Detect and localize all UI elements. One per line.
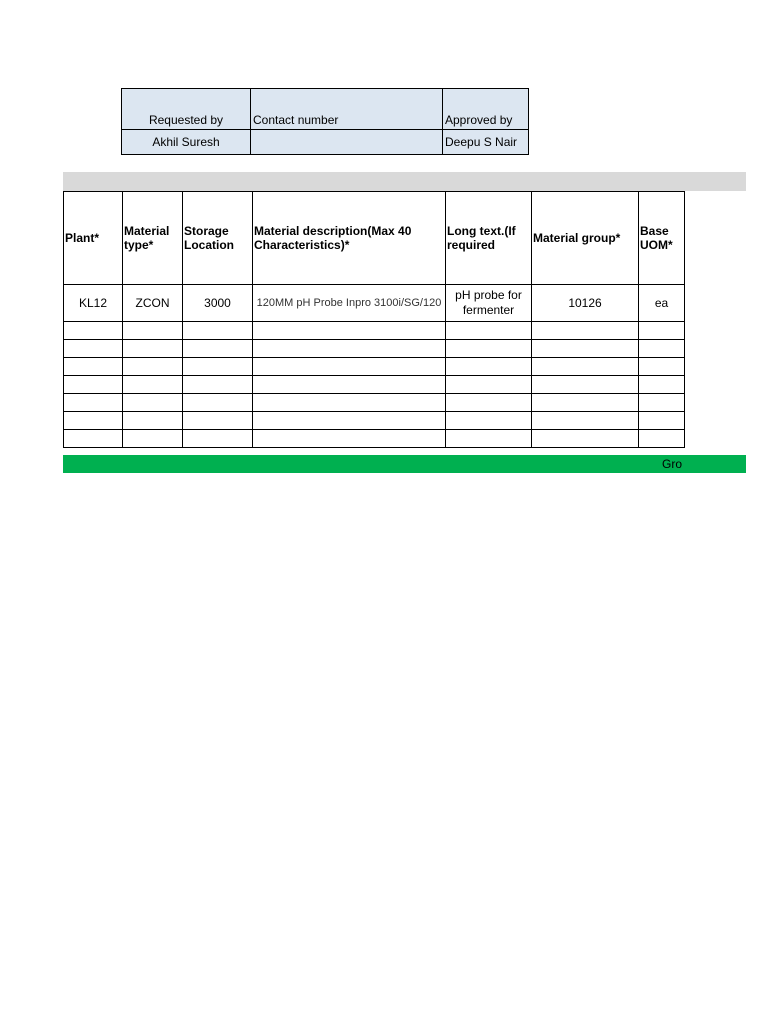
cell-material-type: ZCON (123, 285, 183, 322)
approved-by-header: Approved by (443, 89, 529, 130)
cell-base-uom: ea (639, 285, 685, 322)
empty-cell (64, 340, 123, 358)
empty-cell (446, 430, 532, 448)
empty-cell (183, 412, 253, 430)
empty-cell (253, 412, 446, 430)
col-header-material-group: Material group* (532, 192, 639, 285)
empty-cell (64, 430, 123, 448)
empty-cell (64, 394, 123, 412)
cell-material-description: 120MM pH Probe Inpro 3100i/SG/120 (253, 285, 446, 322)
empty-cell (253, 430, 446, 448)
gray-separator-band (63, 172, 746, 191)
empty-cell (183, 340, 253, 358)
empty-cell (532, 322, 639, 340)
empty-cell (253, 340, 446, 358)
empty-cell (532, 376, 639, 394)
empty-rows (64, 322, 685, 448)
empty-cell (183, 430, 253, 448)
empty-cell (446, 358, 532, 376)
table-row (64, 340, 685, 358)
col-header-plant: Plant* (64, 192, 123, 285)
empty-cell (64, 412, 123, 430)
material-table (63, 191, 685, 448)
empty-cell (123, 412, 183, 430)
empty-cell (253, 394, 446, 412)
table-row (64, 430, 685, 448)
col-header-long-text: Long text.(If required (446, 192, 532, 285)
cell-storage-location: 3000 (183, 285, 253, 322)
empty-cell (446, 394, 532, 412)
green-footer-band (63, 455, 746, 473)
table-row (64, 376, 685, 394)
empty-cell (639, 394, 685, 412)
material-header-row (64, 192, 685, 285)
empty-cell (639, 412, 685, 430)
empty-cell (446, 322, 532, 340)
empty-cell (64, 376, 123, 394)
approved-by-value: Deepu S Nair (443, 130, 529, 155)
empty-cell (639, 340, 685, 358)
empty-cell (253, 376, 446, 394)
approval-header-row (122, 89, 529, 130)
approval-values-row (122, 130, 529, 155)
empty-cell (446, 412, 532, 430)
table-row (64, 285, 685, 322)
empty-cell (446, 340, 532, 358)
cell-material-group: 10126 (532, 285, 639, 322)
empty-cell (532, 430, 639, 448)
empty-cell (639, 358, 685, 376)
col-header-storage-location: Storage Location (183, 192, 253, 285)
empty-cell (532, 394, 639, 412)
empty-cell (183, 376, 253, 394)
empty-cell (183, 322, 253, 340)
requested-by-value: Akhil Suresh (122, 130, 251, 155)
empty-cell (183, 394, 253, 412)
empty-cell (123, 376, 183, 394)
empty-cell (183, 358, 253, 376)
empty-cell (639, 376, 685, 394)
approval-table (121, 88, 529, 155)
empty-cell (532, 358, 639, 376)
empty-cell (123, 340, 183, 358)
contact-number-header: Contact number (251, 89, 443, 130)
col-header-material-type: Material type* (123, 192, 183, 285)
empty-cell (123, 322, 183, 340)
empty-cell (64, 358, 123, 376)
footer-band-text: Gro (662, 457, 683, 471)
empty-cell (123, 358, 183, 376)
table-row (64, 358, 685, 376)
cell-long-text: pH probe for fermenter (446, 285, 532, 322)
empty-cell (532, 340, 639, 358)
empty-cell (123, 430, 183, 448)
table-row (64, 394, 685, 412)
contact-number-value (251, 130, 443, 155)
col-header-base-uom: Base UOM* (639, 192, 685, 285)
table-row (64, 322, 685, 340)
requested-by-header: Requested by (122, 89, 251, 130)
table-row (64, 412, 685, 430)
col-header-material-description: Material description(Max 40 Characteristics)* (253, 192, 446, 285)
empty-cell (639, 322, 685, 340)
empty-cell (253, 322, 446, 340)
empty-cell (639, 430, 685, 448)
empty-cell (64, 322, 123, 340)
cell-plant: KL12 (64, 285, 123, 322)
empty-cell (532, 412, 639, 430)
empty-cell (446, 376, 532, 394)
empty-cell (123, 394, 183, 412)
empty-cell (253, 358, 446, 376)
